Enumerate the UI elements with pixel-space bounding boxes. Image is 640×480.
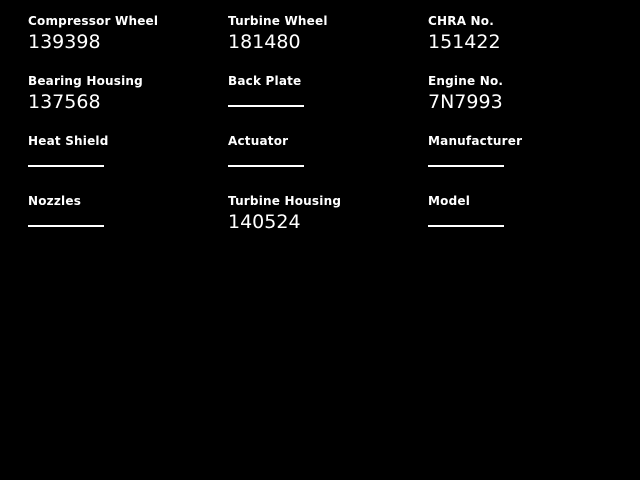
spec-field-heat-shield: [28, 134, 228, 194]
spec-field-compressor-wheel: [28, 14, 228, 74]
spec-field-model: [428, 194, 628, 254]
spec-value: 181480: [228, 31, 301, 53]
spec-value: 140524: [228, 211, 301, 233]
spec-value: 137568: [28, 91, 101, 113]
spec-field-engine-no: [428, 74, 628, 134]
spec-field-actuator: [228, 134, 428, 194]
spec-value: 7N7993: [428, 91, 503, 113]
spec-label: Turbine Wheel: [228, 14, 328, 28]
spec-label: Engine No.: [428, 74, 504, 88]
spec-field-nozzles: [28, 194, 228, 254]
spec-label: Actuator: [228, 134, 289, 148]
spec-field-bearing-housing: [28, 74, 228, 134]
spec-value: 151422: [428, 31, 501, 53]
spec-field-chra-no: [428, 14, 628, 74]
spec-label: Bearing Housing: [28, 74, 143, 88]
spec-label: Turbine Housing: [228, 194, 342, 208]
spec-label: CHRA No.: [428, 14, 495, 28]
spec-label: Compressor Wheel: [28, 14, 159, 28]
spec-label: Manufacturer: [428, 134, 523, 148]
spec-field-turbine-housing: [228, 194, 428, 254]
spec-value: 139398: [28, 31, 101, 53]
spec-label: Heat Shield: [28, 134, 109, 148]
spec-label: Nozzles: [28, 194, 82, 208]
spec-field-manufacturer: [428, 134, 628, 194]
spec-field-back-plate: [228, 74, 428, 134]
spec-label: Model: [428, 194, 471, 208]
spec-label: Back Plate: [228, 74, 302, 88]
spec-field-turbine-wheel: [228, 14, 428, 74]
